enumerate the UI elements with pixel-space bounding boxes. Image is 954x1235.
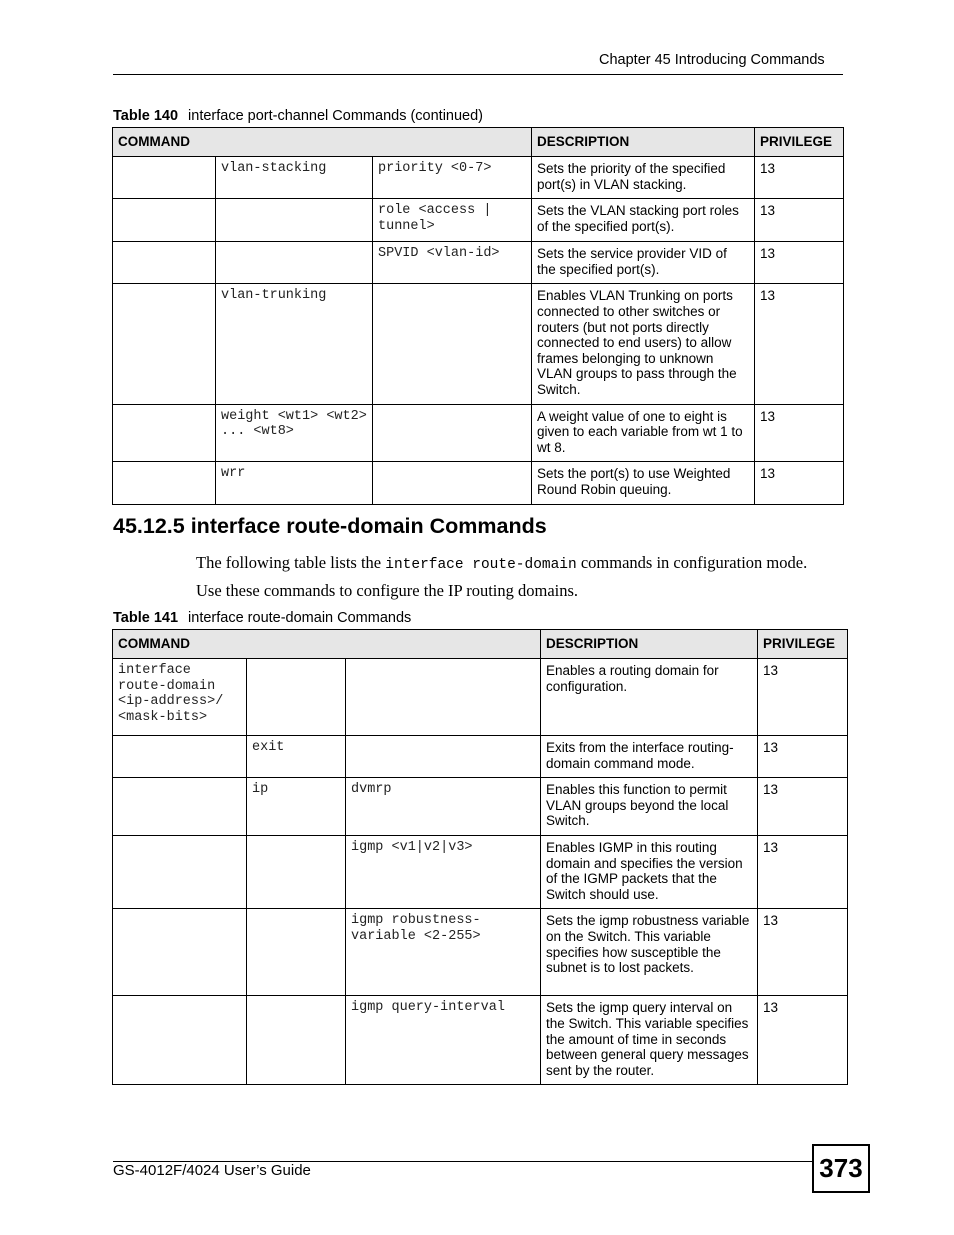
description-header: DESCRIPTION — [541, 630, 758, 659]
parameter-cell: priority <0-7> — [373, 157, 532, 199]
command-cell: interface route-domain <ip-address>/ <mask-bits> — [113, 659, 247, 736]
table-row — [113, 242, 844, 284]
table-row — [113, 909, 848, 996]
parameter-cell: role <access | tunnel> — [373, 199, 532, 242]
command-cell — [113, 996, 247, 1085]
command-cell — [113, 157, 216, 199]
privilege-cell: 13 — [755, 157, 844, 199]
table-141-caption-text: interface route-domain Commands — [188, 610, 412, 626]
table-141-header-row — [113, 630, 848, 659]
table-row — [113, 404, 844, 462]
command-cell — [113, 736, 247, 778]
guide-title: GS-4012F/4024 User’s Guide — [113, 1162, 311, 1179]
table-140-header-row — [113, 128, 844, 157]
table-141-caption-label: Table 141 — [113, 610, 179, 626]
table-140-caption — [113, 108, 483, 124]
parameter-cell — [373, 284, 532, 404]
table-row — [113, 659, 848, 736]
description-cell: Sets the VLAN stacking port roles of the specified port(s). — [532, 199, 755, 242]
privilege-cell: 13 — [755, 242, 844, 284]
command-cell — [113, 778, 247, 836]
table-row — [113, 157, 844, 199]
subcommand-cell: ip — [247, 778, 346, 836]
table-row — [113, 835, 848, 908]
privilege-cell: 13 — [758, 736, 848, 778]
table-141 — [112, 629, 848, 1085]
privilege-header: PRIVILEGE — [758, 630, 848, 659]
intro-paragraph — [196, 553, 807, 573]
table-row — [113, 736, 848, 778]
privilege-cell: 13 — [755, 284, 844, 404]
description-cell: Sets the port(s) to use Weighted Round Robin queuing. — [532, 462, 755, 504]
subcommand-cell: weight <wt1> <wt2> ... <wt8> — [216, 404, 373, 462]
table-140 — [112, 127, 844, 505]
parameter-cell — [346, 659, 541, 736]
subcommand-cell — [216, 199, 373, 242]
privilege-cell: 13 — [758, 659, 848, 736]
description-cell: Exits from the interface routing-domain command mode. — [541, 736, 758, 778]
description-cell: A weight value of one to eight is given to each variable from wt 1 to wt 8. — [532, 404, 755, 462]
header-rule — [113, 74, 843, 75]
privilege-cell: 13 — [755, 404, 844, 462]
subcommand-cell: vlan-trunking — [216, 284, 373, 404]
parameter-cell — [373, 462, 532, 504]
table-row — [113, 284, 844, 404]
privilege-cell: 13 — [758, 778, 848, 836]
parameter-cell: igmp query-interval — [346, 996, 541, 1085]
section-title: 45.12.5 interface route-domain Commands — [113, 514, 547, 538]
description-cell: Sets the priority of the specified port(s) in VLAN stacking. — [532, 157, 755, 199]
parameter-cell: dvmrp — [346, 778, 541, 836]
privilege-cell: 13 — [758, 996, 848, 1085]
description-cell: Sets the igmp query interval on the Switch. This variable specifies the amount of time in seconds between general query messages sent by the router. — [541, 996, 758, 1085]
command-cell — [113, 199, 216, 242]
subcommand-cell: wrr — [216, 462, 373, 504]
command-cell — [113, 909, 247, 996]
privilege-cell: 13 — [755, 462, 844, 504]
parameter-cell: SPVID <vlan-id> — [373, 242, 532, 284]
parameter-cell — [373, 404, 532, 462]
subcommand-cell — [247, 909, 346, 996]
description-cell: Sets the service provider VID of the specified port(s). — [532, 242, 755, 284]
page-number: 373 — [812, 1144, 870, 1193]
command-header: COMMAND — [113, 128, 532, 157]
subcommand-cell — [247, 659, 346, 736]
subcommand-cell — [247, 835, 346, 908]
privilege-header: PRIVILEGE — [755, 128, 844, 157]
privilege-cell: 13 — [758, 909, 848, 996]
table-row — [113, 996, 848, 1085]
command-cell — [113, 404, 216, 462]
subcommand-cell: vlan-stacking — [216, 157, 373, 199]
description-cell: Sets the igmp robustness variable on the Switch. This variable specifies how susceptible the subnet is to lost packets. — [541, 909, 758, 996]
command-cell — [113, 835, 247, 908]
description-cell: Enables a routing domain for configuration. — [541, 659, 758, 736]
parameter-cell: igmp <v1|v2|v3> — [346, 835, 541, 908]
description-cell: Enables VLAN Trunking on ports connected to other switches or routers (but not ports directly connected to end users) to allow frames belonging to unknown VLAN groups to pass through the Switch. — [532, 284, 755, 404]
table-row — [113, 199, 844, 242]
description-header: DESCRIPTION — [532, 128, 755, 157]
subcommand-cell — [216, 242, 373, 284]
command-header: COMMAND — [113, 630, 541, 659]
table-141-caption — [113, 610, 411, 626]
parameter-cell — [346, 736, 541, 778]
intro-text-end: commands in configuration mode. — [576, 553, 808, 572]
privilege-cell: 13 — [755, 199, 844, 242]
command-cell — [113, 462, 216, 504]
intro-text-start: The following table lists the — [196, 553, 386, 572]
table-140-caption-label: Table 140 — [113, 108, 179, 124]
parameter-cell: igmp robustness-variable <2-255> — [346, 909, 541, 996]
privilege-cell: 13 — [758, 835, 848, 908]
table-row — [113, 778, 848, 836]
command-cell — [113, 284, 216, 404]
chapter-header: Chapter 45 Introducing Commands — [599, 52, 825, 68]
table-row — [113, 462, 844, 504]
description-cell: Enables this function to permit VLAN groups beyond the local Switch. — [541, 778, 758, 836]
subcommand-cell — [247, 996, 346, 1085]
usage-paragraph: Use these commands to configure the IP routing domains. — [196, 581, 579, 600]
description-cell: Enables IGMP in this routing domain and specifies the version of the IGMP packets that the Switch should use. — [541, 835, 758, 908]
intro-code: interface route-domain — [385, 557, 577, 573]
command-cell — [113, 242, 216, 284]
subcommand-cell: exit — [247, 736, 346, 778]
table-140-caption-text: interface port-channel Commands (continued) — [188, 108, 484, 124]
